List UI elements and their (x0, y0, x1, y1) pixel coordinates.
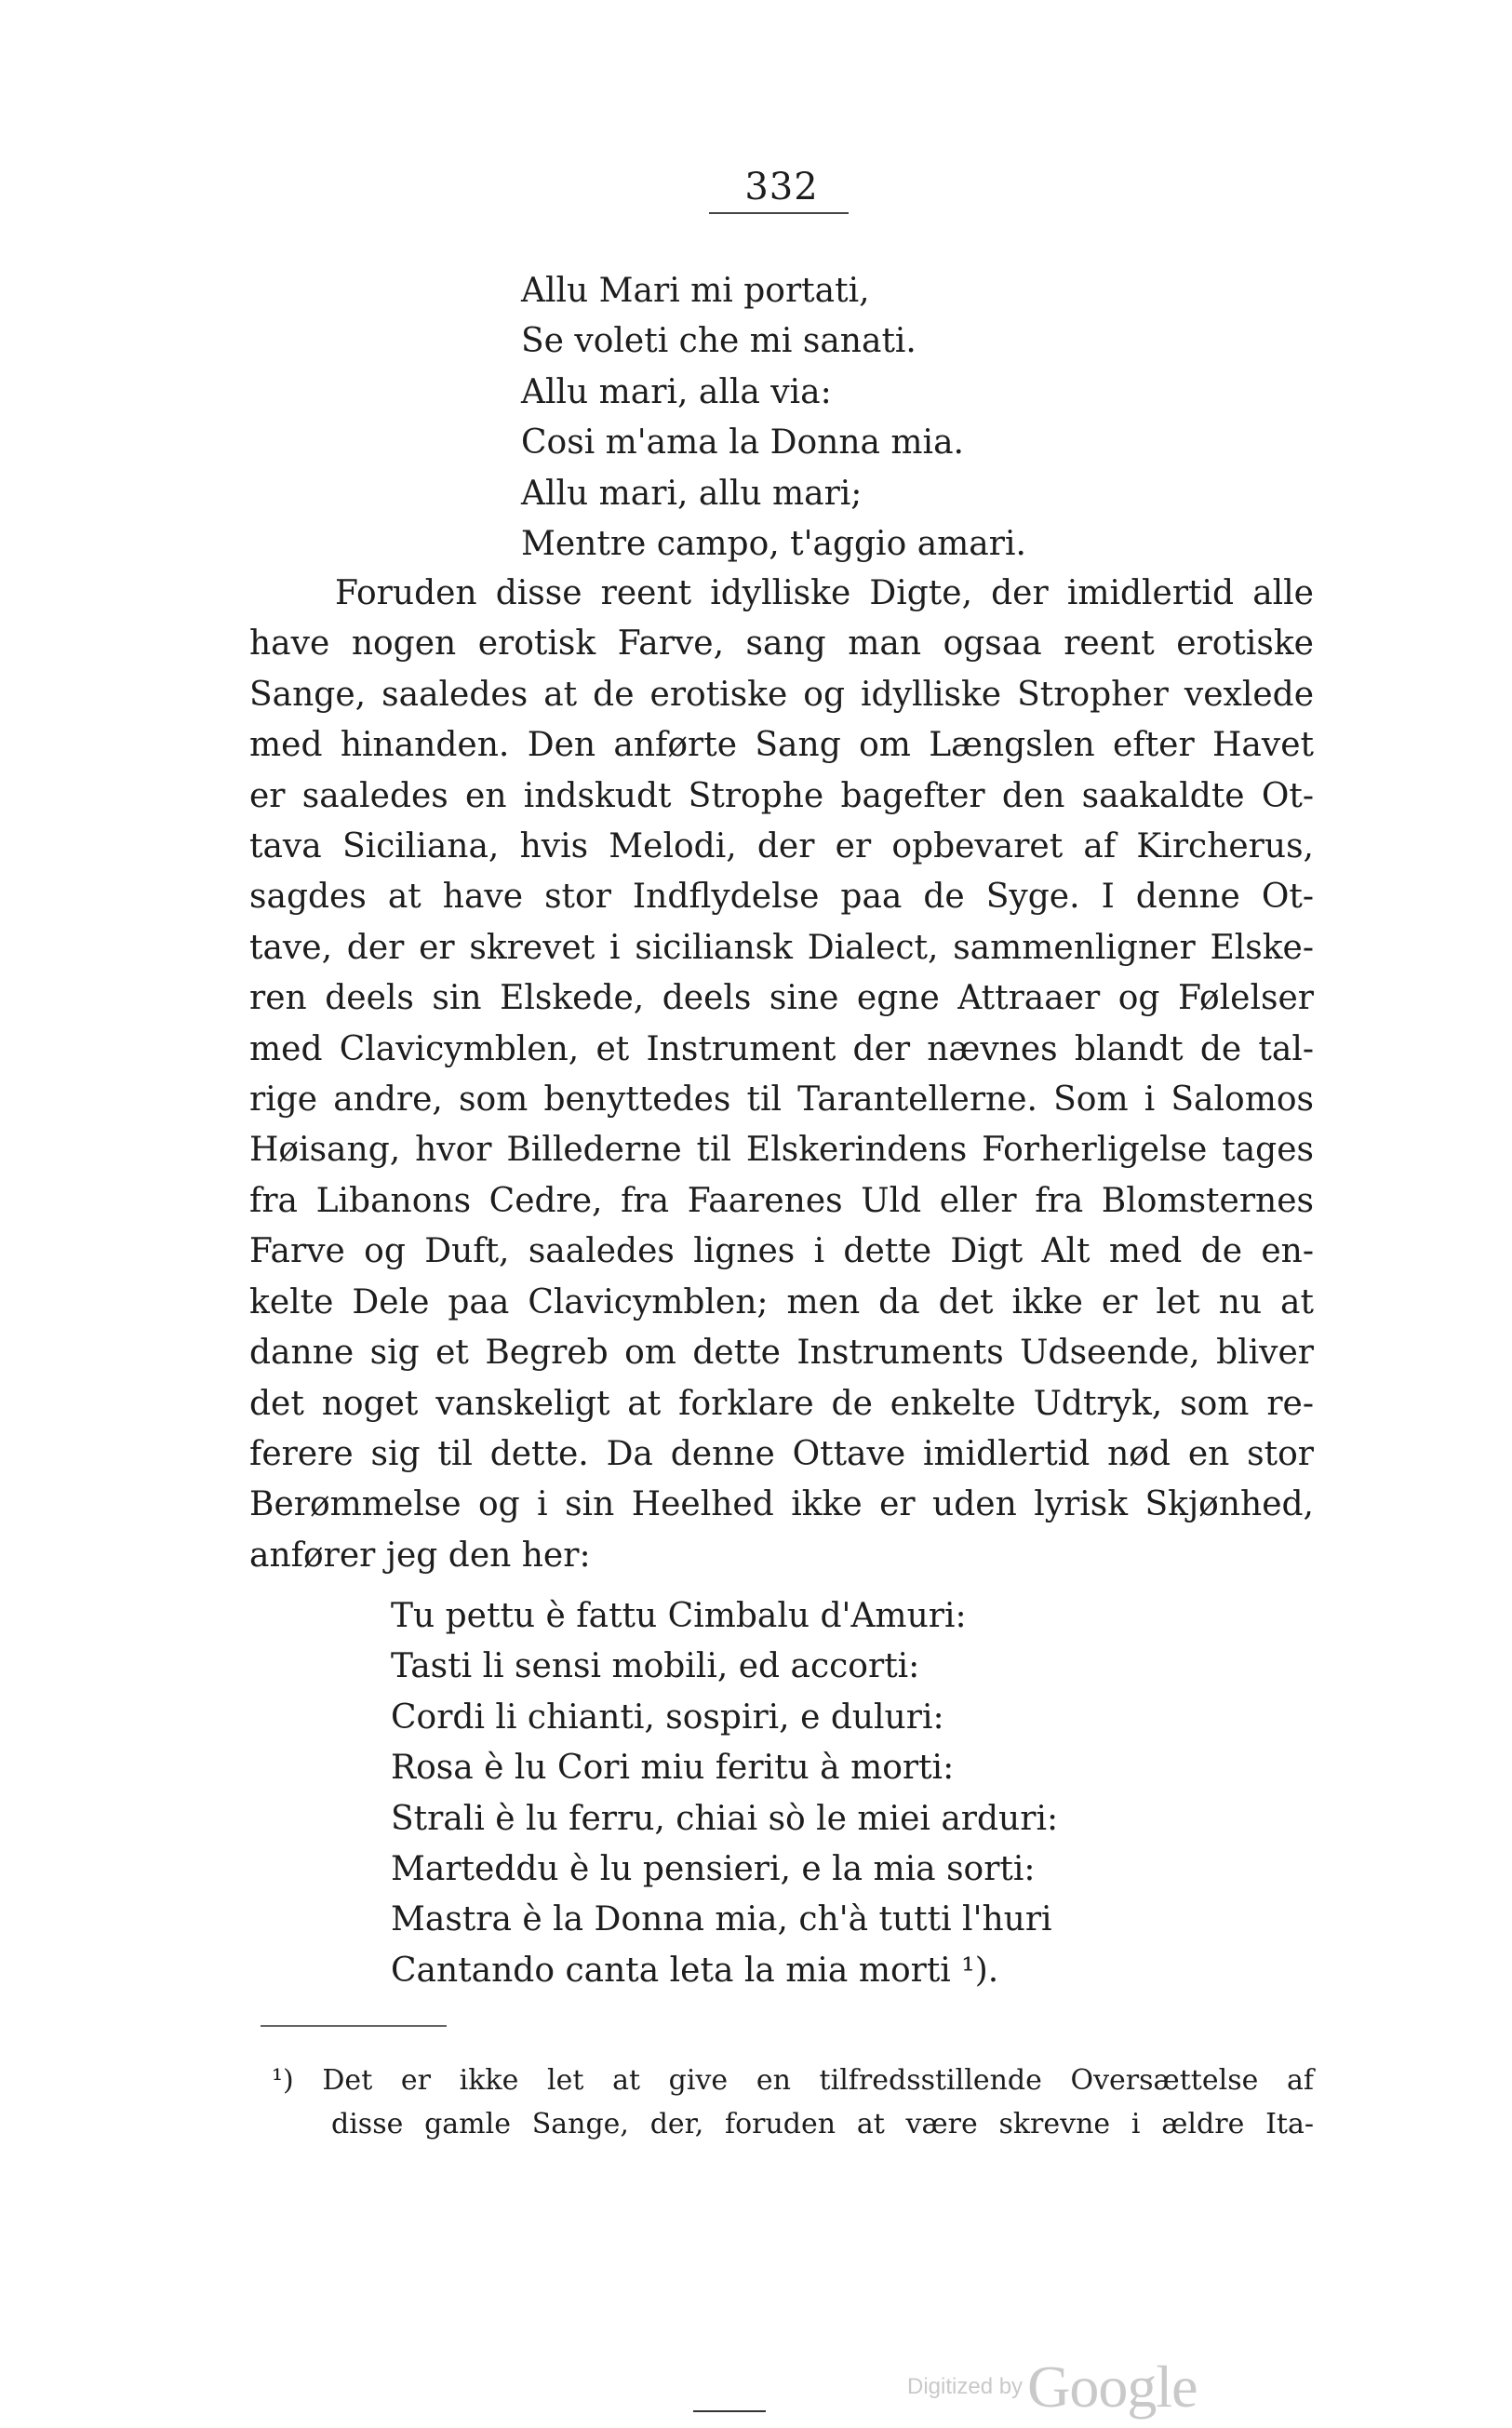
verse-line: Cantando canta leta la mia morti ¹). (391, 1951, 999, 1990)
google-logo: Google (1027, 2354, 1198, 2420)
paragraph-line: tave, der er skrevet i siciliansk Dialect, sammenligner Elske- (249, 928, 1314, 967)
paragraph-line: med Clavicymblen, et Instrument der nævnes blandt de tal- (249, 1029, 1314, 1068)
verse-line: Cosi m'ama la Donna mia. (521, 423, 964, 463)
paragraph-line: er saaledes en indskudt Strophe bagefter den saakaldte Ot- (249, 776, 1314, 815)
footnote (251, 2059, 1314, 2146)
page-number-rule (709, 212, 849, 214)
verse-line: Se voleti che mi sanati. (521, 322, 917, 361)
paragraph-line: med hinanden. Den anførte Sang om Længslen efter Havet (249, 726, 1314, 765)
verse-line: Rosa è lu Cori miu feritu à morti: (391, 1749, 955, 1788)
paragraph-line: Sange, saaledes at de erotiske og idylliske Stropher vexlede (249, 675, 1314, 714)
paragraph-line: kelte Dele paa Clavicymblen; men da det ikke er let nu at (249, 1282, 1314, 1321)
paragraph-line: det noget vanskeligt at forklare de enkelte Udtryk, som re- (249, 1384, 1314, 1423)
verse-line: Tu pettu è fattu Cimbalu d'Amuri: (391, 1597, 967, 1635)
paragraph-line: tava Siciliana, hvis Melodi, der er opbevaret af Kircherus, (249, 827, 1314, 866)
page-number: 332 (744, 166, 819, 208)
paragraph-line: Berømmelse og i sin Heelhed ikke er uden lyrisk Skjønhed, (249, 1485, 1314, 1524)
bottom-rule (693, 2410, 766, 2412)
verse-line: Allu Mari mi portati, (521, 272, 870, 310)
footnote-line: ¹) Det er ikke let at give en tilfredsstillende Oversættelse af (272, 2064, 1314, 2097)
paragraph-line: Høisang, hvor Billederne til Elskerindens Forherligelse tages (249, 1131, 1314, 1170)
paragraph-line: fra Libanons Cedre, fra Faarenes Uld eller fra Blomsternes (249, 1181, 1314, 1220)
verse-block-2 (391, 1591, 1058, 1996)
paragraph-line: danne sig et Begreb om dette Instruments Udseende, bliver (249, 1334, 1314, 1373)
verse-line: Strali è lu ferru, chiai sò le miei arduri: (391, 1799, 1059, 1838)
paragraph-line: Foruden disse reent idylliske Digte, der imidlertid alle (335, 574, 1314, 612)
paragraph-line: have nogen erotisk Farve, sang man ogsaa reent erotiske (249, 624, 1314, 664)
verse-line: Allu mari, alla via: (521, 372, 832, 411)
paragraph-line: ren deels sin Elskede, deels sine egne Attraaer og Følelser (249, 979, 1314, 1018)
paragraph-line: sagdes at have stor Indflydelse paa de Syge. I denne Ot- (249, 878, 1314, 917)
footnote-rule (261, 2025, 447, 2027)
verse-line: Mastra è la Donna mia, ch'à tutti l'huri (391, 1900, 1052, 1939)
verse-line: Cordi li chianti, sospiri, e duluri: (391, 1697, 944, 1737)
paragraph-line: ferere sig til dette. Da denne Ottave imidlertid nød en stor (249, 1434, 1314, 1473)
footnote-line: disse gamle Sange, der, foruden at være skrevne i ældre Ita- (331, 2108, 1314, 2140)
verse-line: Tasti li sensi mobili, ed accorti: (391, 1647, 920, 1686)
paragraph-line: anfører jeg den her: (249, 1536, 591, 1575)
verse-block-1 (521, 266, 1026, 570)
verse-line: Mentre campo, t'aggio amari. (521, 525, 1026, 564)
paragraph-line: rige andre, som benyttedes til Tarantellerne. Som i Salomos (249, 1080, 1314, 1120)
verse-line: Allu mari, allu mari; (521, 474, 863, 513)
watermark-prefix: Digitized by (907, 2374, 1024, 2399)
digitized-watermark (907, 2353, 1198, 2421)
verse-line: Marteddu è lu pensieri, e la mia sorti: (391, 1850, 1036, 1889)
paragraph-line: Farve og Duft, saaledes lignes i dette Digt Alt med de en- (249, 1232, 1314, 1271)
body-paragraph (249, 569, 1314, 1581)
